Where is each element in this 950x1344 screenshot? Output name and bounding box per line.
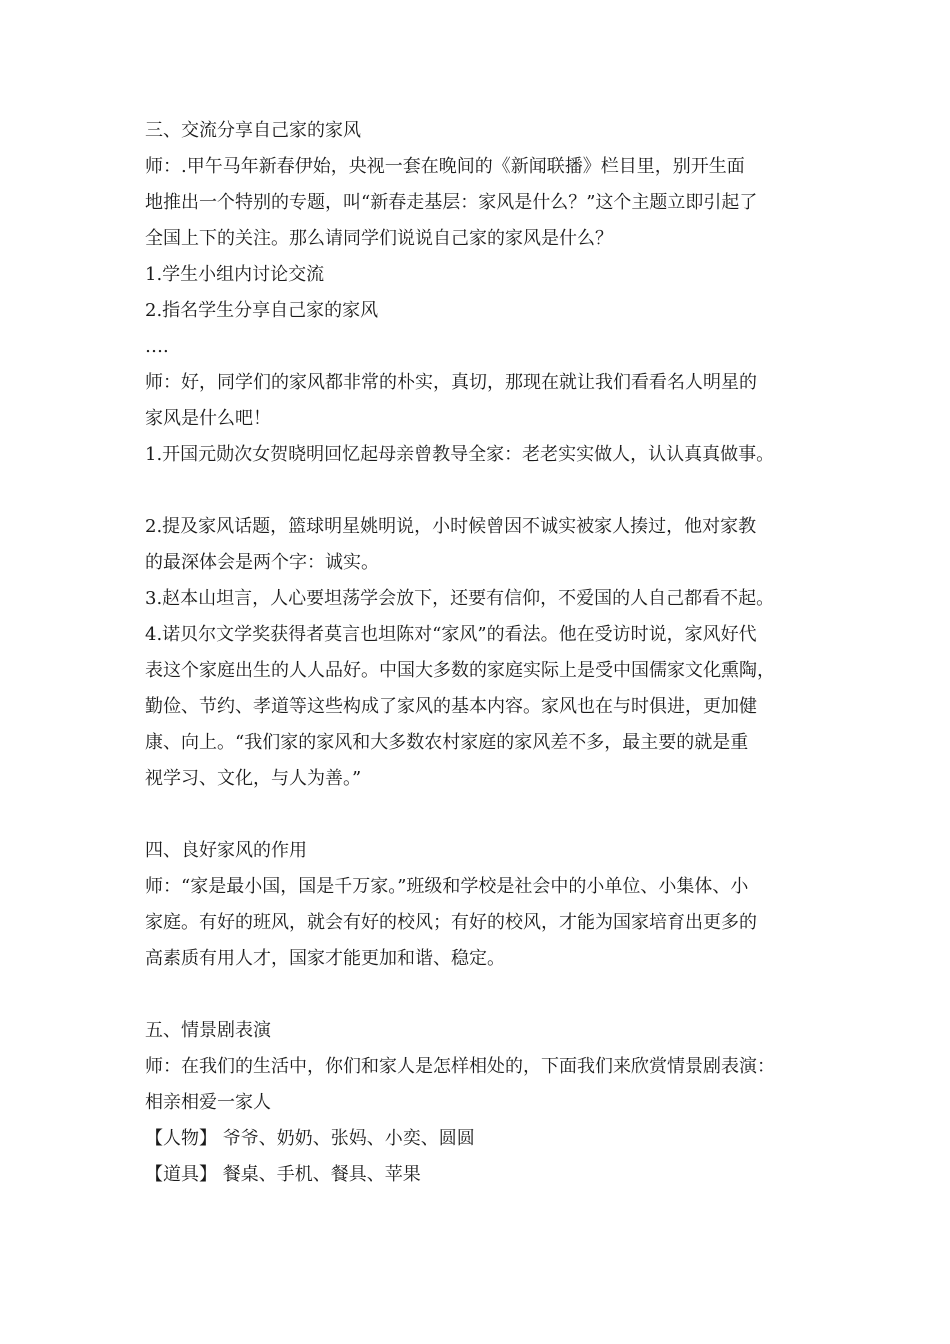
characters-line: 【人物】 爷爷、奶奶、张妈、小奕、圆圆 [145, 1128, 475, 1149]
blank-line [145, 797, 825, 833]
paragraph-line: 地推出一个特别的专题，叫“新春走基层：家风是什么？”这个主题立即引起了 [145, 192, 758, 213]
paragraph-line: 全国上下的关注。那么请同学们说说自己家的家风是什么？ [145, 228, 613, 249]
paragraph-line: 高素质有用人才，国家才能更加和谐、稳定。 [145, 948, 505, 969]
blank-line [145, 977, 825, 1013]
section-heading-4: 四、良好家风的作用 [145, 840, 307, 861]
blank-line [145, 473, 825, 509]
paragraph-line: 相亲相爱一家人 [145, 1092, 271, 1113]
list-item: 3.赵本山坦言，人心要坦荡学会放下，还要有信仰，不爱国的人自己都看不起。 [145, 588, 775, 609]
paragraph-line: 师：在我们的生活中，你们和家人是怎样相处的，下面我们来欣赏情景剧表演： [145, 1056, 775, 1077]
paragraph-line: 视学习、文化，与人为善。” [145, 768, 362, 789]
section-heading-5: 五、情景剧表演 [145, 1020, 271, 1041]
list-item: 2.提及家风话题，篮球明星姚明说，小时候曾因不诚实被家人揍过，他对家教 [145, 516, 757, 537]
paragraph-line: 勤俭、节约、孝道等这些构成了家风的基本内容。家风也在与时俱进，更加健 [145, 696, 757, 717]
paragraph-line: 家风是什么吧！ [145, 408, 271, 429]
ellipsis-line: …. [145, 336, 169, 357]
paragraph-line: 家庭。有好的班风，就会有好的校风；有好的校风，才能为国家培育出更多的 [145, 912, 757, 933]
list-item: 1.学生小组内讨论交流 [145, 264, 325, 285]
paragraph-line: 师：好，同学们的家风都非常的朴实，真切，那现在就让我们看看名人明星的 [145, 372, 757, 393]
paragraph-line: 的最深体会是两个字：诚实。 [145, 552, 379, 573]
paragraph-line: 表这个家庭出生的人人品好。中国大多数的家庭实际上是受中国儒家文化熏陶， [145, 660, 775, 681]
document-body [145, 113, 825, 1193]
list-item: 2.指名学生分享自己家的家风 [145, 300, 379, 321]
section-heading-3: 三、交流分享自己家的家风 [145, 120, 361, 141]
list-item: 1.开国元勋次女贺晓明回忆起母亲曾教导全家：老老实实做人，认认真真做事。 [145, 444, 775, 465]
paragraph-line: 师：“家是最小国，国是千万家。”班级和学校是社会中的小单位、小集体、小 [145, 876, 749, 897]
paragraph-line: 师：.甲午马年新春伊始，央视一套在晚间的《新闻联播》栏目里，别开生面 [145, 156, 745, 177]
props-line: 【道具】 餐桌、手机、餐具、苹果 [145, 1164, 421, 1185]
paragraph-line: 康、向上。“我们家的家风和大多数农村家庭的家风差不多，最主要的就是重 [145, 732, 749, 753]
list-item: 4.诺贝尔文学奖获得者莫言也坦陈对“家风”的看法。他在受访时说，家风好代 [145, 624, 757, 645]
